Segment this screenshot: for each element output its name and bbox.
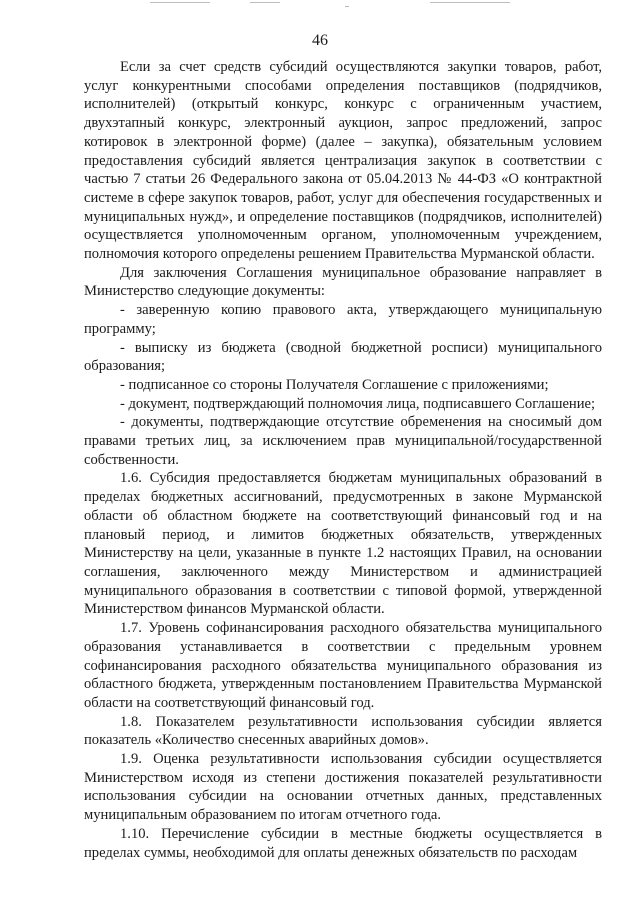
clause-1-6: 1.6. Субсидия предоставляется бюджетам муниципальных образований в пределах бюджетных ассигнований, предусмотренных в законе Мурманской области об областном бюджете на соответствующий финансовый год и на плановый период, и лимитов бюджетных обязательств, утвержденных Министерству на цели, указанные в пункте 1.2 настоящих Правил, на основании соглашения, заключенного между Министерством и администрацией муниципального образования в соответствии с типовой формой, утвержденной Министерством финансов Мурманской области. <box>84 470 602 618</box>
paragraph-agreement-docs: Для заключения Соглашения муниципальное образование направляет в Министерство следующие документы: <box>84 264 602 300</box>
clause-1-8: 1.8. Показателем результативности использования субсидии является показатель «Количество снесенных аварийных домов». <box>84 713 602 749</box>
document-body <box>84 58 602 862</box>
list-item-legal-act: - заверенную копию правового акта, утверждающего муниципальную программу; <box>84 302 602 337</box>
scan-artifacts <box>0 0 640 10</box>
list-item-budget-extract: - выписку из бюджета (сводной бюджетной росписи) муниципального образования; <box>84 339 602 375</box>
clause-1-10: 1.10. Перечисление субсидии в местные бюджеты осуществляется в пределах суммы, необходимой для оплаты денежных обязательств по расходам <box>84 825 602 861</box>
page-number: 46 <box>312 32 328 49</box>
clause-1-9: 1.9. Оценка результативности использования субсидии осуществляется Министерством исходя из степени достижения показателей результативности использования субсидии на основании отчетных данных, представленных муниципальным образованием по итогам отчетного года. <box>84 751 602 824</box>
paragraph-procurement: Если за счет средств субсидий осуществляются закупки товаров, работ, услуг конкурентными способами определения поставщиков (подрядчиков, исполнителей) (открытый конкурс, конкурс с ограниченным участием, двухэтапный конкурс, электронный аукцион, запрос предложений, запрос котировок в электронной форме) (далее – закупка), обязательным условием предоставления субсидий является централизация закупок в соответствии с частью 7 статьи 26 Федерального закона от 05.04.2013 № 44-ФЗ «О контрактной системе в сфере закупок товаров, работ, услуг для обеспечения государственных и муниципальных нужд», и определение поставщиков (подрядчиков, исполнителей) осуществляется уполномоченным органом, уполномоченным учреждением, полномочия которого определены решением Правительства Мурманской области. <box>84 59 602 263</box>
list-item-encumbrance-documents: - документы, подтверждающие отсутствие обременения на сносимый дом правами третьих лиц, за исключением прав муниципальной/государственной собственности. <box>84 414 602 468</box>
list-item-authority-document: - документ, подтверждающий полномочия лица, подписавшего Соглашение; <box>120 395 596 412</box>
clause-1-7: 1.7. Уровень софинансирования расходного обязательства муниципального образования устанавливается в соответствии с предельным уровнем софинансирования расходного обязательства муниципального образования из областного бюджета, утвержденным постановлением Правительства Мурманской области на соответствующий финансовый год. <box>84 620 602 711</box>
list-item-signed-agreement: - подписанное со стороны Получателя Соглашение с приложениями; <box>120 376 549 393</box>
